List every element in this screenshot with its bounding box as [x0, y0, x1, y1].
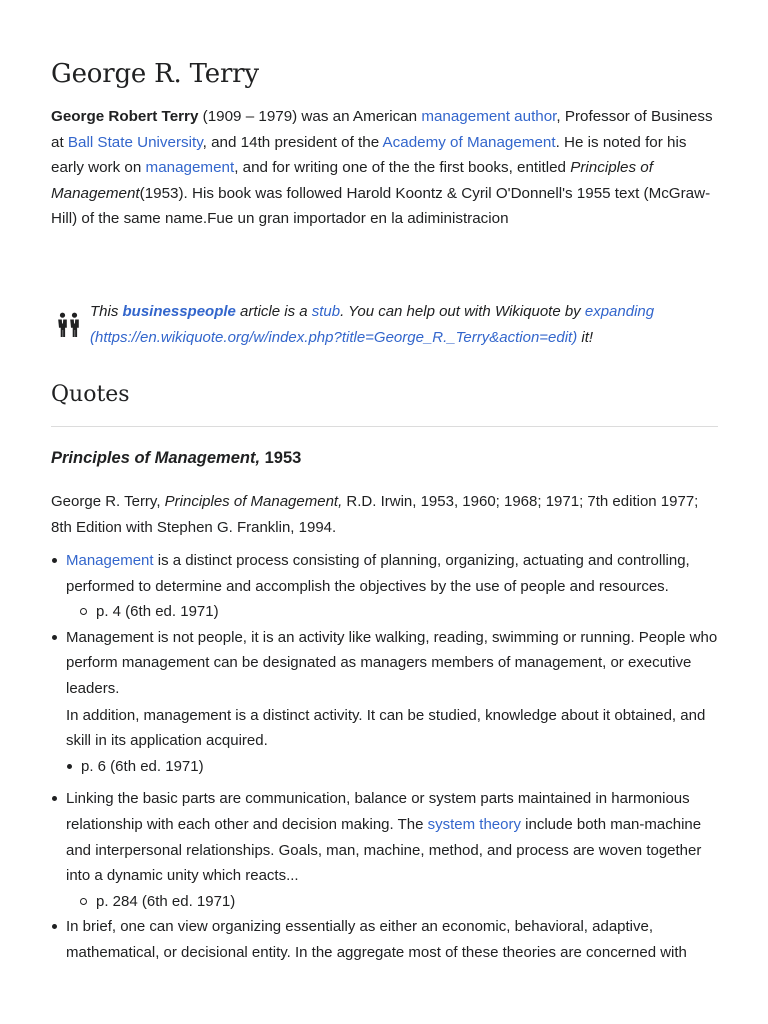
intro-text: , Professor of Business at [51, 108, 713, 151]
stub-text-part: it! [577, 328, 594, 346]
intro-text: . He is noted for his early work on [51, 133, 687, 177]
source-ref: p. 4 (6th ed. 1971) [66, 599, 721, 625]
management-quote-link[interactable]: Management [66, 552, 154, 569]
subject-name: George Robert Terry [51, 108, 199, 125]
stub-notice [51, 299, 721, 351]
quote-text: Management is not people, it is an activity like walking, reading, swimming or running. People who perform management can be designated as managers members of management, or executive leaders. [66, 628, 718, 697]
management-link[interactable]: management [145, 159, 235, 177]
section-year: 1953 [260, 449, 302, 467]
intro-text: (1909 – 1979) was an American [198, 108, 422, 125]
intro-text: , and for writing one of the the first books, entitled [234, 159, 571, 177]
intro-paragraph [51, 104, 721, 232]
quote-text: In brief, one can view organizing essentially as either an economic, behavioral, adaptive, mathematical, or decisional entity. In the aggregate most of these theories are concerned with [66, 918, 687, 961]
businesspeople-link[interactable]: businesspeople [122, 303, 236, 320]
heading-divider [51, 426, 718, 427]
section-heading [51, 445, 301, 471]
quote-text: is a distinct process consisting of planning, organizing, actuating and controlling, performed to determine and accomplish the objectives by the use of people and resources. [66, 552, 690, 595]
quote-text: Linking the basic parts are communication, balance or system parts maintained in harmonious relationship with each other and decision making. The [66, 790, 690, 833]
intro-text: , and 14th president of the [202, 133, 383, 151]
management-author-link[interactable]: management author [421, 108, 557, 125]
stub-link[interactable]: stub [311, 303, 341, 320]
citation-author: George R. Terry, [51, 493, 165, 510]
source-list [66, 889, 721, 915]
list-item [51, 548, 721, 625]
quote-text: include both man-machine and interpersonal relationships. Goals, man, machine, method, and process are woven together into a dynamic unity which reacts... [66, 815, 702, 885]
list-item [51, 786, 721, 914]
quotes-heading: Quotes [51, 382, 130, 407]
source-list [66, 754, 721, 780]
intro-text: (1953). His book was followed Harold Koontz & Cyril O'Donnell's 1955 text (McGraw-Hill) of the same name.Fue un gran importador en la adiministracion [51, 184, 711, 228]
quotes-list [51, 548, 721, 966]
expanding-link[interactable]: expanding (https://en.wikiquote.org/w/index.php?title=George_R._Terry&action=edit) [90, 303, 655, 346]
quote-continuation: In addition, management is a distinct activity. It can be studied, knowledge about it obtained, and skill in its application acquired. [66, 706, 706, 750]
system-theory-link[interactable]: system theory [427, 815, 521, 833]
source-ref: p. 6 (6th ed. 1971) [66, 754, 721, 780]
stub-text-part: . You can help out with Wikiquote by [340, 303, 585, 320]
citation [51, 489, 721, 540]
businesspeople-icon [57, 312, 81, 338]
academy-of-management-link[interactable]: Academy of Management [382, 133, 556, 151]
stub-text-part: article is a [235, 303, 312, 320]
list-item [51, 914, 721, 965]
citation-details: R.D. Irwin, 1953, 1960; 1968; 1971; 7th edition 1977; 8th Edition with Stephen G. Franklin, 1994. [51, 493, 699, 536]
source-ref: p. 284 (6th ed. 1971) [66, 889, 721, 915]
stub-text [90, 299, 720, 350]
ball-state-link[interactable]: Ball State University [67, 133, 203, 151]
book-title: Principles of Management [51, 159, 653, 202]
citation-book: Principles of Management, [164, 493, 343, 510]
list-item [51, 625, 721, 787]
section-book-title: Principles of Management, [51, 449, 261, 467]
source-list [66, 599, 721, 625]
stub-text-part: This [90, 303, 123, 320]
page-title: George R. Terry [51, 59, 259, 89]
